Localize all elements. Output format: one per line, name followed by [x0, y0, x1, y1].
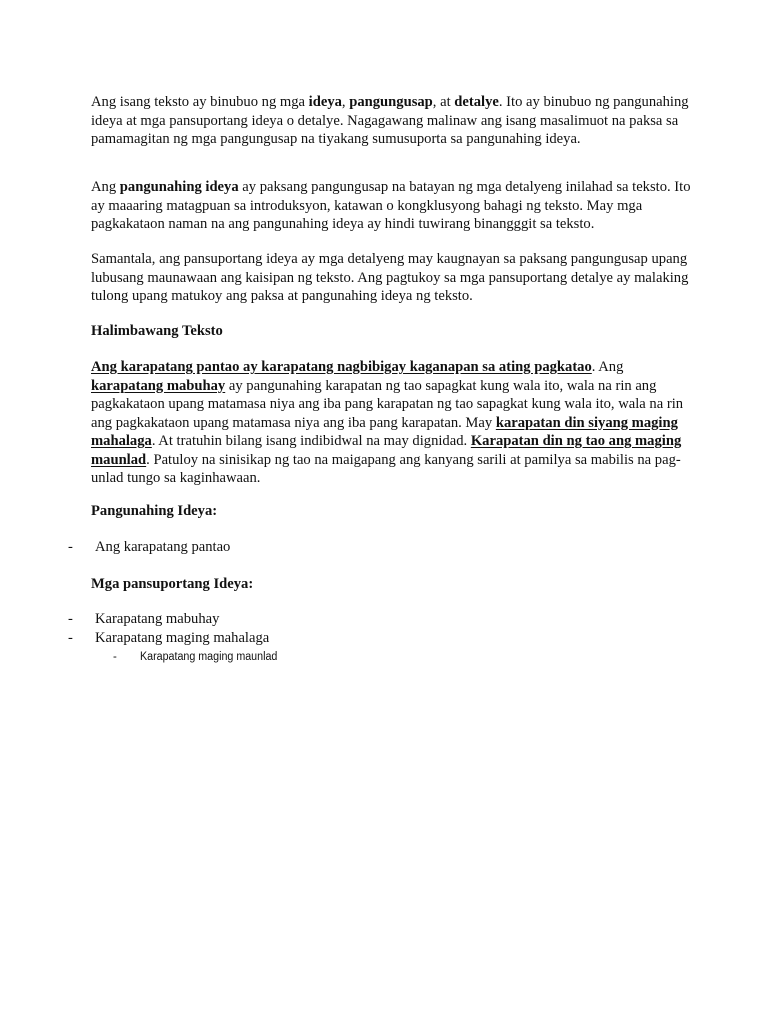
bold-term-ideya: ideya	[308, 94, 342, 110]
text-run: ,	[341, 94, 350, 110]
underlined-phrase-3: karapatan din siyang maging mahalaga	[91, 414, 678, 449]
list-bullet: -	[68, 539, 73, 555]
supporting-idea-item: Karapatang mabuhay	[95, 611, 220, 627]
supporting-ideas-heading	[91, 575, 691, 594]
supporting-idea-paragraph: Samantala, ang pansuportang ideya ay mga detalyeng may kaugnayan sa paksang pangungusap upang lubusang maunawaan ang kaisipan ng teksto. Ang pagtukoy sa mga pansuportang detalye ay malaking tulong upang matukoy ang paksa at pangunahing ideya ng teksto.	[91, 251, 689, 304]
example-heading	[91, 322, 691, 341]
bold-term-detalye: detalye	[454, 94, 499, 110]
intro-paragraph	[91, 93, 691, 149]
text-run: . Ito ay binubuo ng pangunahing ideya at mga pansuportang ideya o detalye. Nagagawang malinaw ang isang masalimuot na paksa sa pamamagitan ng mga pangungusap na tiyakang sumusuporta sa pangunahing ideya.	[91, 94, 689, 147]
underlined-phrase-2: karapatang mabuhay	[91, 377, 226, 394]
sub-supporting-idea-item: Karapatang maging maunlad	[140, 651, 278, 663]
main-idea-paragraph	[91, 178, 691, 234]
list-bullet: -	[68, 630, 73, 646]
example-paragraph	[91, 358, 691, 488]
example-heading-text: Halimbawang Teksto	[91, 323, 223, 339]
text-run: ay paksang pangungusap na batayan ng mga detalyeng inilahad sa teksto. Ito ay maaaring matagpuan sa introduksyon, katawan o kongklusyong bahagi ng teksto. May mga pagkakataon naman na ang pangunahing ideya ay hindi tuwirang binangggit sa teksto.	[91, 179, 691, 232]
main-idea-item: Ang karapatang pantao	[95, 539, 231, 555]
text-run: Ang	[91, 179, 120, 195]
main-idea-heading-text: Pangunahing Ideya:	[91, 503, 218, 519]
supporting-ideas-heading-text: Mga pansuportang Ideya:	[91, 576, 254, 592]
text-run: . At tratuhin bilang isang indibidwal na may dignidad.	[151, 433, 471, 449]
supporting-idea-item: Karapatang maging mahalaga	[95, 630, 270, 646]
text-run: , at	[432, 94, 455, 110]
text-run: . Ang	[591, 359, 624, 375]
sub-list-bullet: -	[113, 651, 117, 663]
bold-term-pangungusap: pangungusap	[349, 94, 433, 110]
text-run: Ang isang teksto ay binubuo ng mga	[91, 94, 309, 110]
main-idea-heading	[91, 502, 691, 521]
text-run: ay pangunahing karapatan ng tao sapagkat kung wala ito, wala na rin ang pagkakataon upang matamasa niya ang iba pang karapatan ng tao sapagkat kung wala ito, wala na rin ang pagkakataon upang matamasa niya ang iba pang karapatan. May	[91, 377, 684, 431]
underlined-phrase-1: Ang karapatang pantao ay karapatang nagbibigay kaganapan sa ating pagkatao	[91, 359, 592, 375]
underlined-phrase-4: Karapatan din ng tao ang maging maunlad	[91, 433, 682, 468]
bold-term-pangunahing-ideya: pangunahing ideya	[119, 179, 239, 195]
list-bullet: -	[68, 611, 73, 627]
text-run: . Patuloy na sinisikap ng tao na maigapang ang kanyang sarili at pamilya sa mabilis na pag-unlad tungo sa kaginhawaan.	[91, 451, 681, 486]
